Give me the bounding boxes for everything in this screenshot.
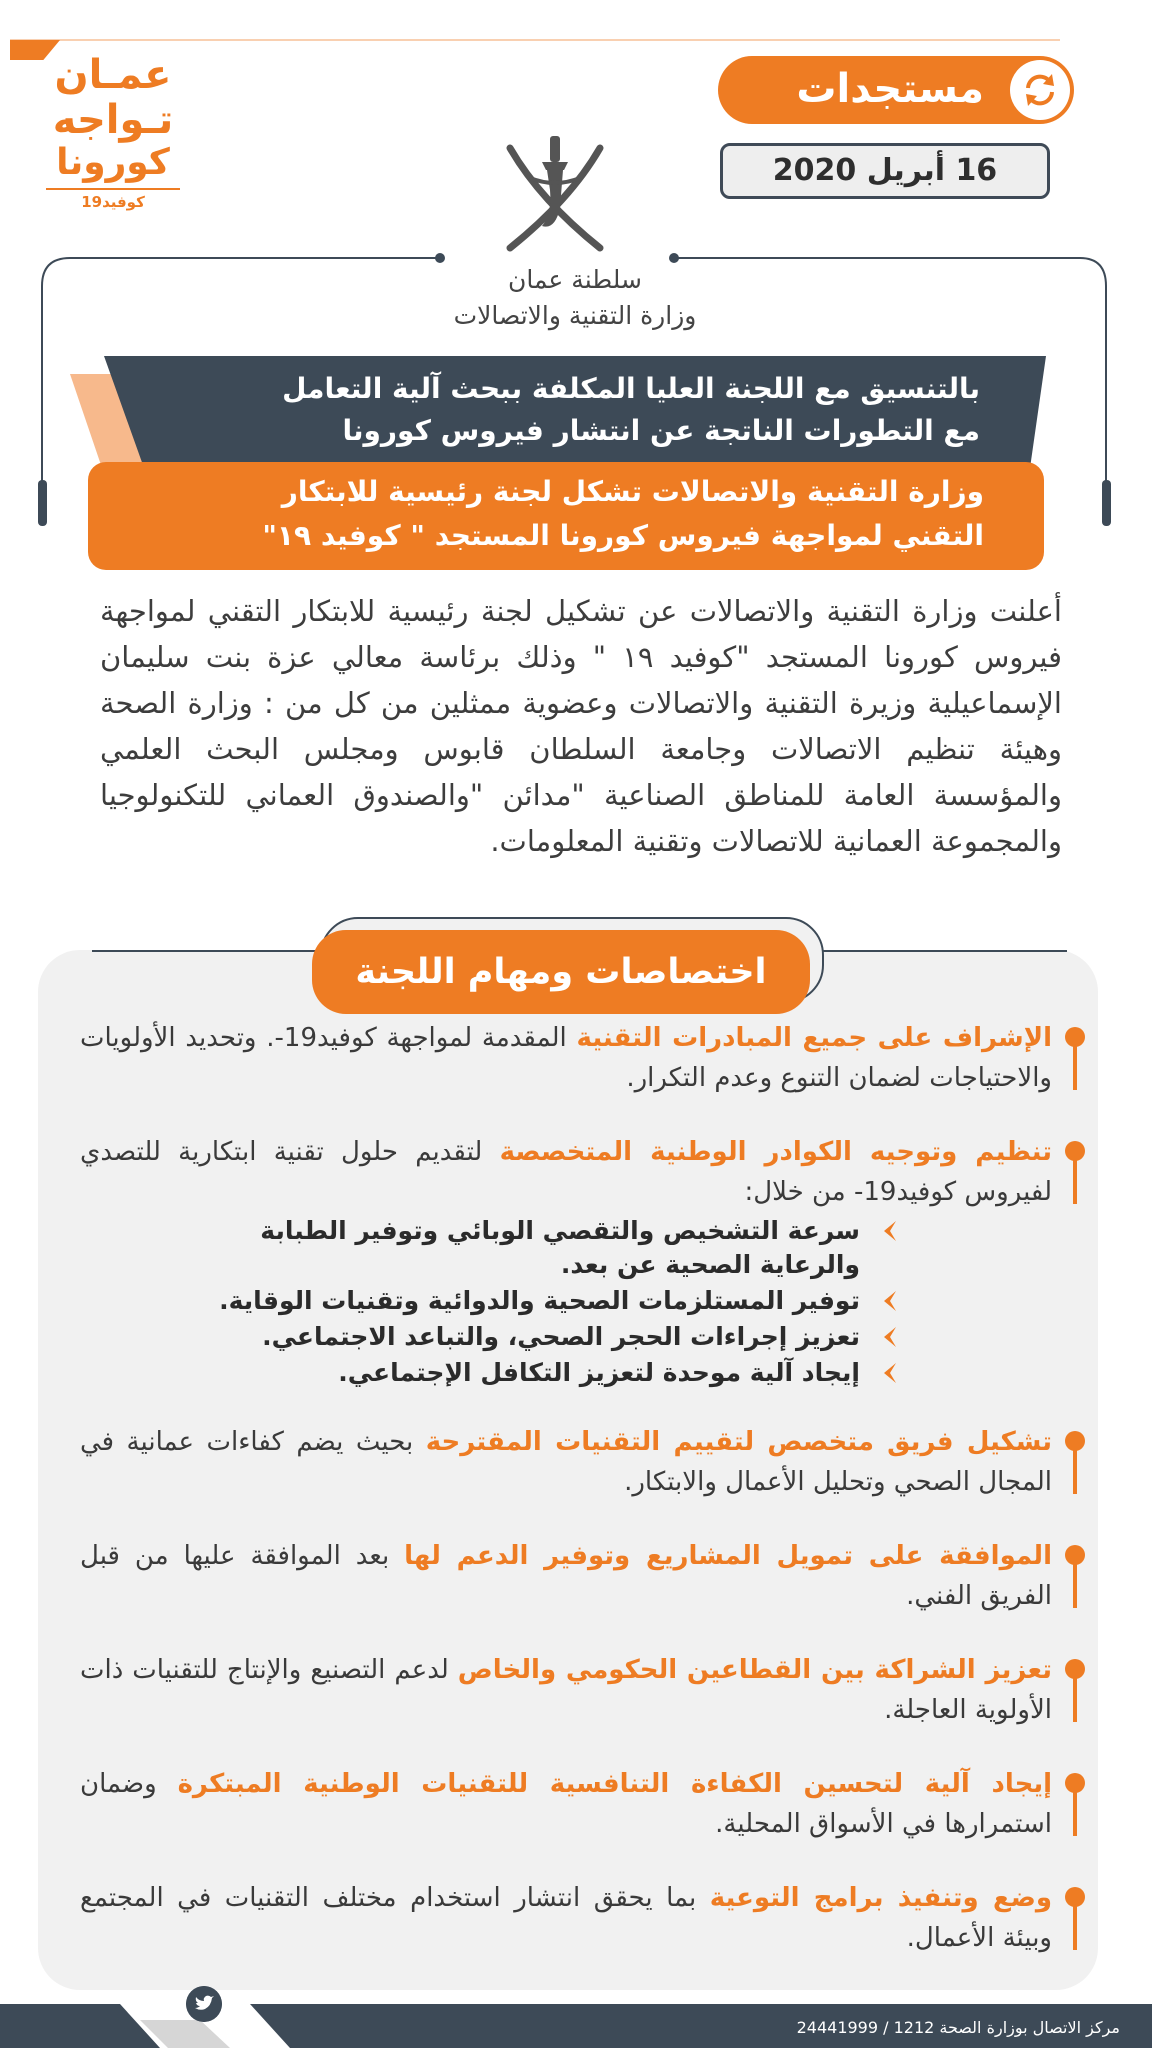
refresh-icon [1010, 60, 1070, 120]
section-title: اختصاصات ومهام اللجنة [312, 930, 810, 1014]
task-highlight: الإشراف على جميع المبادرات التقنية [576, 1023, 1052, 1053]
subitem-text: إيجاد آلية موحدة لتعزيز التكافل الإجتماعي. [338, 1358, 860, 1387]
subitem-text: توفير المستلزمات الصحية والدوائية وتقنيات الوقاية. [219, 1286, 860, 1315]
logo-line-1: عمـان [54, 52, 172, 98]
chevron-icon [878, 1219, 900, 1243]
bullet-pin-icon [1062, 1544, 1088, 1614]
headline-main-line-1: وزارة التقنية والاتصالات تشكل لجنة رئيسية للابتكار [281, 475, 984, 508]
logo-line-4: كوفيد19 [46, 188, 180, 212]
ministry-title: وزارة التقنية والاتصالات [453, 301, 697, 330]
task-item-2 [80, 1132, 1052, 1212]
task-item-3 [80, 1422, 1052, 1502]
task-highlight: إيجاد آلية لتحسين الكفاءة التنافسية للتقنيات الوطنية المبتكرة [177, 1769, 1052, 1799]
task-highlight: الموافقة على تمويل المشاريع وتوفير الدعم لها [404, 1541, 1052, 1571]
subitem [160, 1214, 900, 1282]
footer-contact: مركز الاتصال بوزارة الصحة 1212 / 24441999 [796, 2018, 1120, 2037]
headline-secondary-line-2: مع التطورات الناتجة عن انتشار فيروس كورونا [342, 414, 980, 447]
subitem [160, 1356, 900, 1390]
task-text: بما يحقق انتشار استخدام مختلف التقنيات في المجتمع وبيئة الأعمال. [80, 1883, 1052, 1953]
task-highlight: تنظيم وتوجيه الكوادر الوطنية المتخصصة [499, 1137, 1052, 1167]
twitter-icon[interactable] [186, 1986, 222, 2022]
task-item-7 [80, 1878, 1052, 1958]
task-highlight: تشكيل فريق متخصص لتقييم التقنيات المقترحة [425, 1427, 1052, 1457]
corner-decoration [0, 0, 1152, 60]
task-highlight: تعزيز الشراكة بين القطاعين الحكومي والخاص [457, 1655, 1052, 1685]
ministry-name [360, 262, 790, 334]
subitem [160, 1320, 900, 1354]
subitem [160, 1284, 900, 1318]
task-text: المقدمة لمواجهة كوفيد19-. وتحديد الأولويات والاحتياجات لضمان التنوع وعدم التكرار. [80, 1023, 1052, 1093]
headline-secondary [150, 368, 980, 452]
task-subitems [160, 1214, 900, 1392]
updates-badge [718, 56, 1074, 124]
chevron-icon [878, 1289, 900, 1313]
task-item-5 [80, 1650, 1052, 1730]
task-text: لتقديم حلول تقنية ابتكارية للتصدي لفيروس كوفيد19- من خلال: [80, 1137, 1052, 1207]
task-item-1 [80, 1018, 1052, 1098]
chevron-icon [878, 1361, 900, 1385]
task-text: لدعم التصنيع والإنتاج للتقنيات ذات الأولوية العاجلة. [80, 1655, 1052, 1725]
headline-secondary-line-1: بالتنسيق مع اللجنة العليا المكلفة ببحث آلية التعامل [282, 372, 980, 405]
task-text: بحيث يضم كفاءات عمانية في المجال الصحي وتحليل الأعمال والابتكار. [80, 1427, 1052, 1497]
task-item-6 [80, 1764, 1052, 1844]
logo-line-3: كورونا [56, 142, 170, 183]
task-text: وضمان استمرارها في الأسواق المحلية. [80, 1769, 1052, 1839]
task-highlight: وضع وتنفيذ برامج التوعية [709, 1883, 1052, 1913]
bullet-pin-icon [1062, 1658, 1088, 1728]
national-emblem-icon [490, 130, 620, 260]
task-item-4 [80, 1536, 1052, 1616]
updates-label: مستجدات [796, 66, 984, 112]
bullet-pin-icon [1062, 1140, 1088, 1210]
intro-paragraph: أعلنت وزارة التقنية والاتصالات عن تشكيل لجنة رئيسية للابتكار التقني لمواجهة فيروس كورونا المستجد "كوفيد ١٩ " وذلك برئاسة معالي عزة بنت سليمان الإسماعيلية وزيرة التقنية والاتصالات وعضوية ممثلين من كل من : وزارة الصحة وهيئة تنظيم الاتصالات وجامعة السلطان قابوس ومجلس البحث العلمي والمؤسسة العامة للمناطق الصناعية "مدائن "والصندوق العماني للتكنولوجيا والمجموعة العمانية للاتصالات وتقنية المعلومات. [100, 594, 1063, 858]
campaign-logo [28, 52, 198, 212]
bullet-pin-icon [1062, 1772, 1088, 1842]
chevron-icon [878, 1325, 900, 1349]
headline-main-line-2: التقني لمواجهة فيروس كورونا المستجد " كوفيد ١٩" [262, 519, 984, 552]
headline-main [150, 470, 984, 558]
bullet-pin-icon [1062, 1026, 1088, 1096]
country-name: سلطنة عمان [508, 265, 642, 294]
logo-line-2: تـواجه [52, 97, 174, 143]
date-label: 16 أبريل 2020 [720, 143, 1050, 199]
subitem-text: سرعة التشخيص والتقصي الوبائي وتوفير الطبابة والرعاية الصحية عن بعد. [260, 1216, 860, 1279]
task-text: بعد الموافقة عليها من قبل الفريق الفني. [80, 1541, 1052, 1611]
bullet-pin-icon [1062, 1886, 1088, 1956]
subitem-text: تعزيز إجراءات الحجر الصحي، والتباعد الاجتماعي. [262, 1322, 860, 1351]
bullet-pin-icon [1062, 1430, 1088, 1500]
